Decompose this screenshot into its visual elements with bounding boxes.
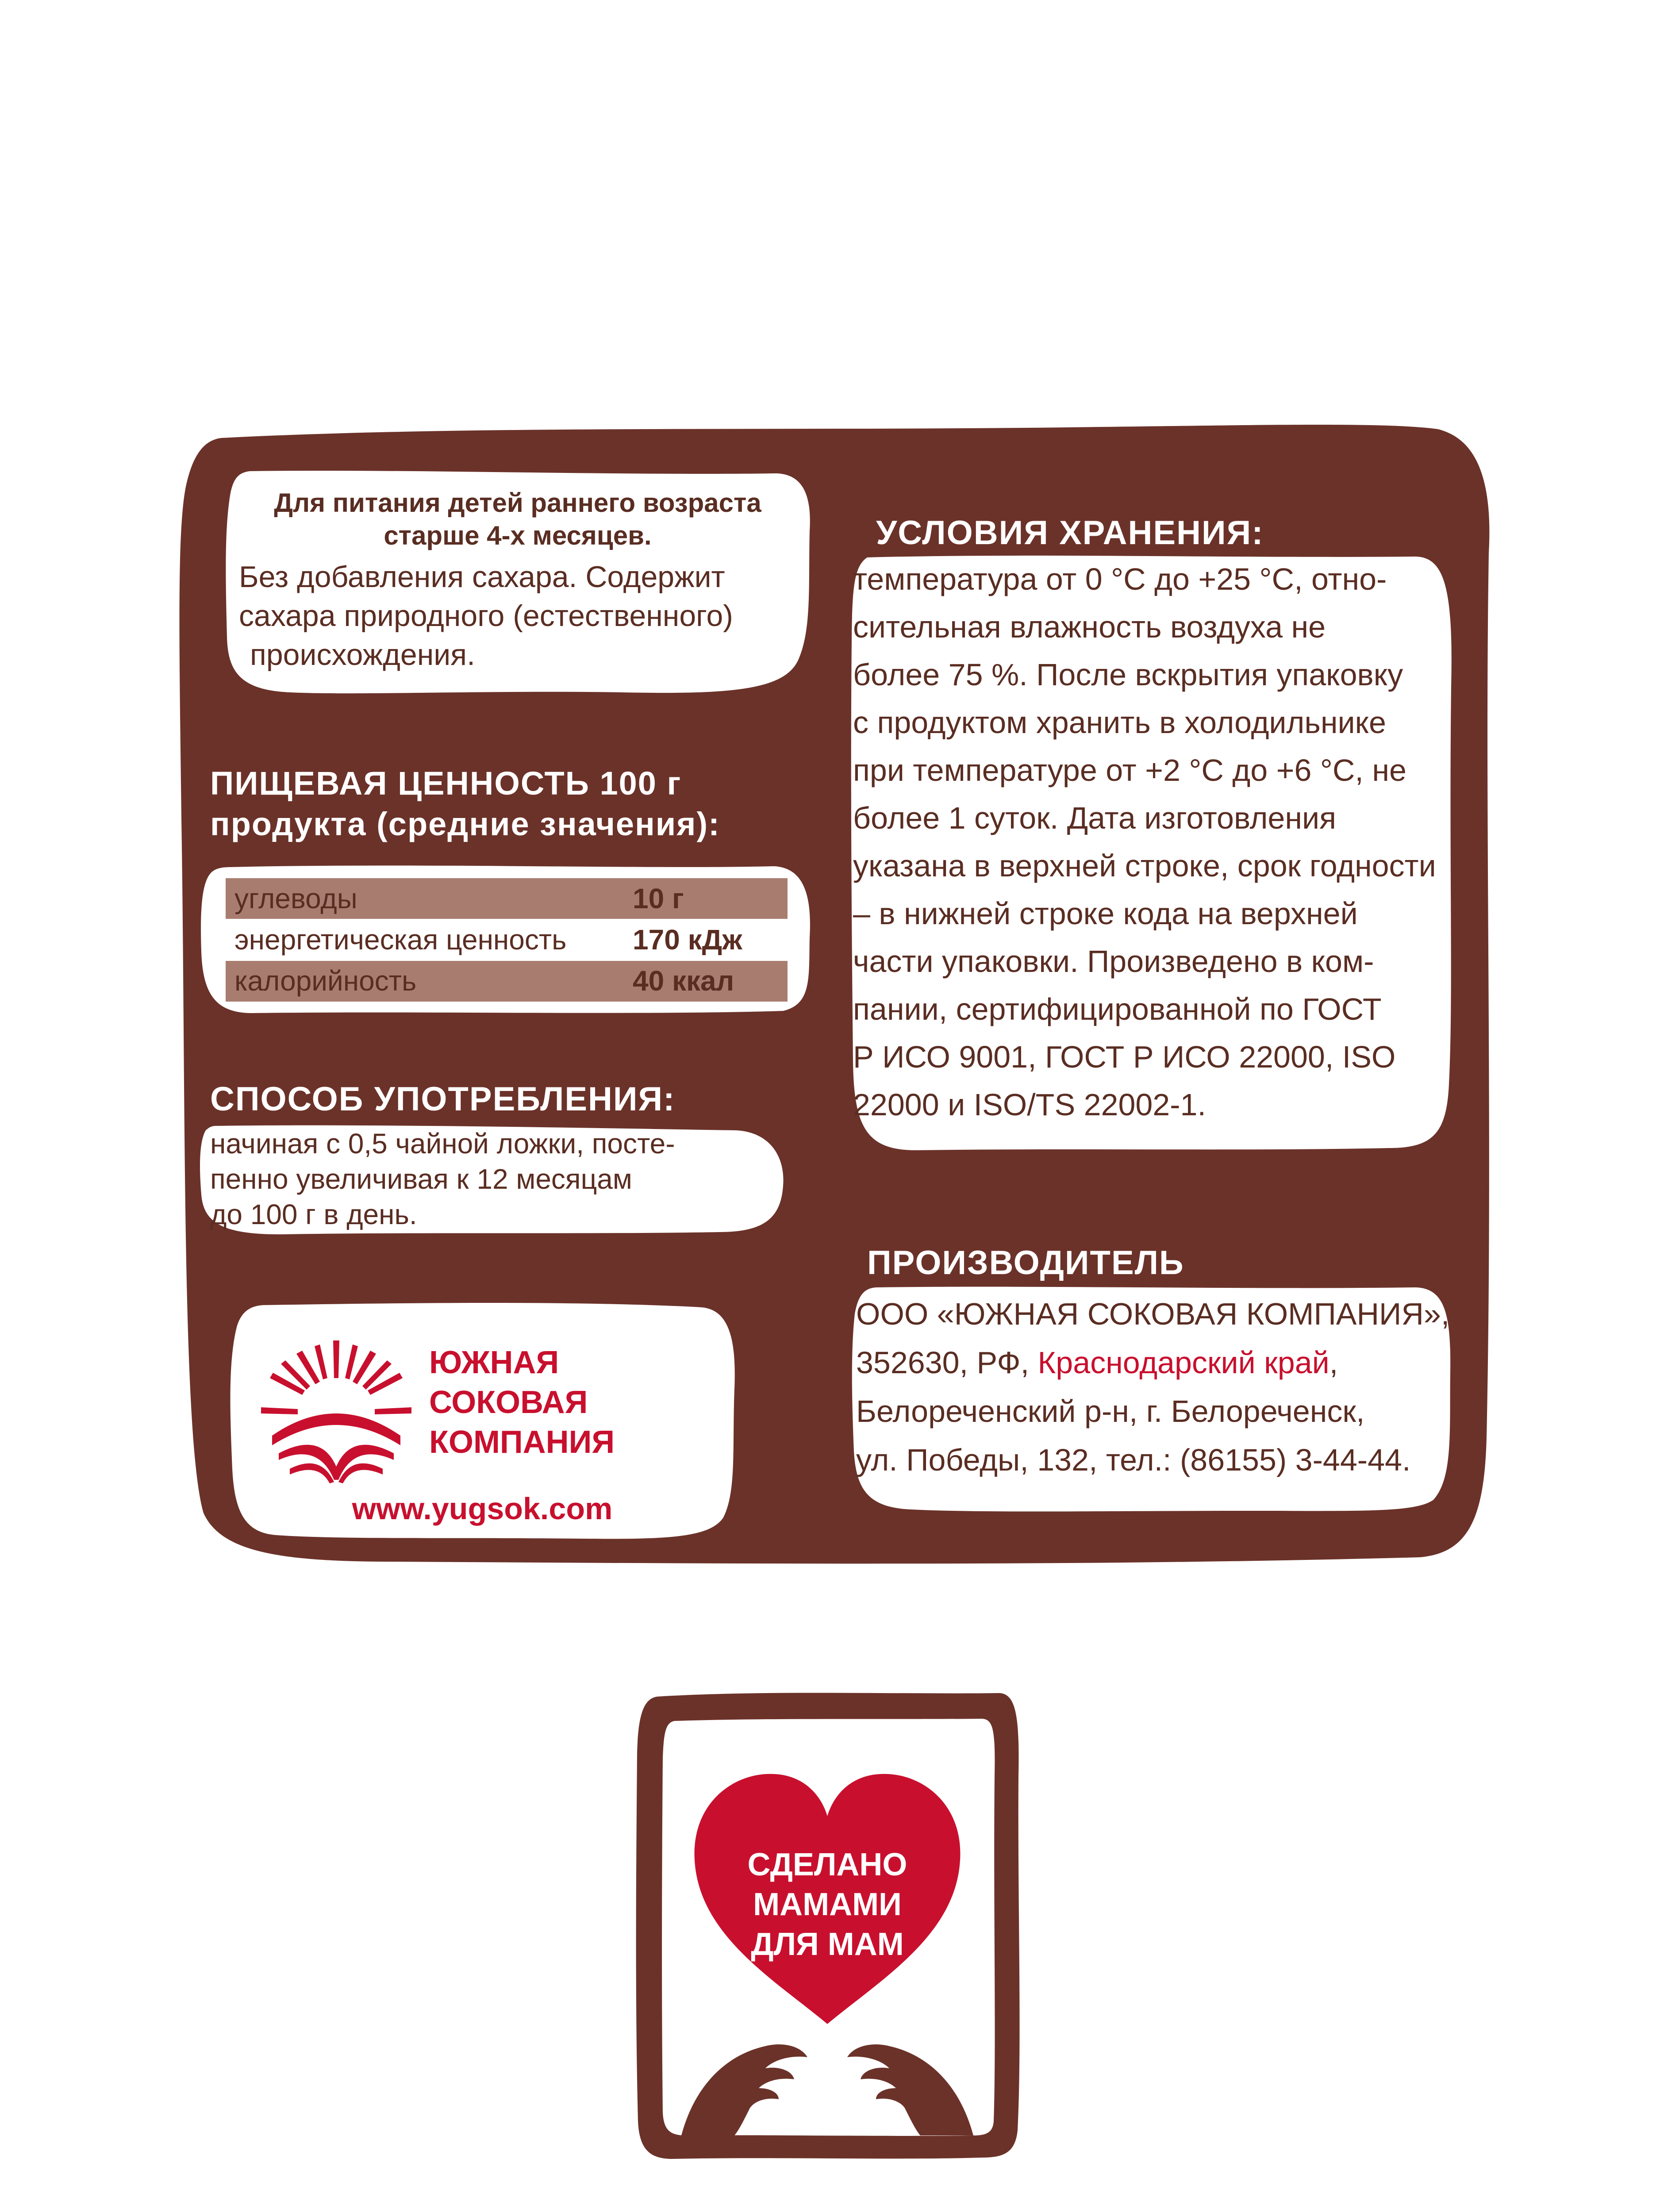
intro-body-3: происхождения. (250, 638, 475, 672)
intro-body-1: Без добавления сахара. Содержит (239, 560, 725, 594)
brand-logo-bubble (228, 1301, 737, 1542)
storage-line-9: части упаковки. Произведено в ком- (853, 944, 1374, 979)
storage-line-4: с продуктом хранить в холодильнике (853, 705, 1386, 740)
logo-line-3: КОМПАНИЯ (429, 1425, 615, 1460)
sun-logo-icon (254, 1334, 418, 1489)
nutrition-row-calories (199, 960, 812, 1002)
nutrition-heading-2: продукта (средние значения): (210, 806, 720, 842)
storage-line-12: 22000 и ISO/TS 22002-1. (853, 1087, 1206, 1122)
manufacturer-line-4: ул. Победы, 132, тел.: (86155) 3-44-44. (856, 1443, 1411, 1477)
logo-line-2: СОКОВАЯ (429, 1385, 588, 1420)
storage-line-2: сительная влажность воздуха не (853, 610, 1326, 644)
website-link[interactable]: www.yugsok.com (352, 1491, 613, 1526)
intro-line-2: старше 4-х месяцев. (384, 521, 652, 550)
storage-heading: УСЛОВИЯ ХРАНЕНИЯ: (876, 514, 1264, 552)
info-panel (173, 420, 1493, 1566)
manufacturer-line-3: Белореченский р-н, г. Белореченск, (856, 1394, 1365, 1429)
manufacturer-line-2 (856, 1338, 1449, 1387)
nutrition-value-carbs: 10 г (633, 883, 684, 914)
usage-heading: СПОСОБ УПОТРЕБЛЕНИЯ: (210, 1080, 676, 1118)
nutrition-row-energy (199, 919, 812, 961)
logo-line-1: ЮЖНАЯ (429, 1345, 559, 1380)
usage-line-2: пенно увеличивая к 12 месяцам (210, 1163, 632, 1195)
storage-line-8: – в нижней строке кода на верхней (853, 896, 1358, 931)
usage-bubble (197, 1124, 785, 1237)
intro-line-1: Для питания детей раннего возраста (274, 488, 761, 518)
usage-line-1: начиная с 0,5 чайной ложки, посте- (210, 1128, 675, 1160)
storage-line-1: температура от 0 °С до +25 °С, отно- (853, 562, 1387, 596)
storage-line-10: пании, сертифицированной по ГОСТ (853, 992, 1382, 1026)
nutrition-value-calories: 40 ккал (633, 965, 734, 997)
storage-line-7: указана в верхней строке, срок годности (853, 849, 1436, 883)
storage-line-6: более 1 суток. Дата изготовления (853, 801, 1337, 835)
manufacturer-comma: , (1329, 1345, 1338, 1380)
storage-line-3: более 75 %. После вскрытия упаковку (853, 657, 1403, 692)
nutrition-table (199, 863, 812, 1015)
badge-line-2: МАМАМИ (753, 1887, 902, 1922)
intro-bubble (223, 469, 812, 697)
storage-line-11: Р ИСО 9001, ГОСТ Р ИСО 22000, ISO (853, 1040, 1396, 1074)
intro-body-2: сахара природного (естественного) (239, 599, 733, 633)
nutrition-heading (210, 763, 720, 845)
manufacturer-line-1: ООО «ЮЖНАЯ СОКОВАЯ КОМПАНИЯ», (856, 1297, 1450, 1331)
storage-bubble (849, 553, 1453, 1152)
manufacturer-bubble (849, 1283, 1453, 1515)
manufacturer-region: Краснодарский край (1038, 1345, 1330, 1380)
nutrition-value-energy: 170 кДж (633, 924, 742, 956)
nutrition-name-calories: калорийность (234, 965, 417, 997)
badge-line-1: СДЕЛАНО (747, 1847, 907, 1882)
moms-badge (633, 1688, 1022, 2161)
manufacturer-heading: ПРОИЗВОДИТЕЛЬ (867, 1244, 1184, 1282)
usage-line-3: до 100 г в день. (210, 1198, 417, 1230)
nutrition-row-carbs (199, 878, 812, 920)
manufacturer-postcode: 352630, РФ, (856, 1345, 1038, 1380)
storage-line-5: при температуре от +2 °С до +6 °С, не (853, 753, 1406, 787)
nutrition-name-carbs: углеводы (234, 883, 357, 914)
nutrition-heading-1: ПИЩЕВАЯ ЦЕННОСТЬ 100 г (210, 765, 682, 802)
badge-line-3: ДЛЯ МАМ (751, 1927, 904, 1962)
nutrition-name-energy: энергетическая ценность (234, 924, 567, 956)
